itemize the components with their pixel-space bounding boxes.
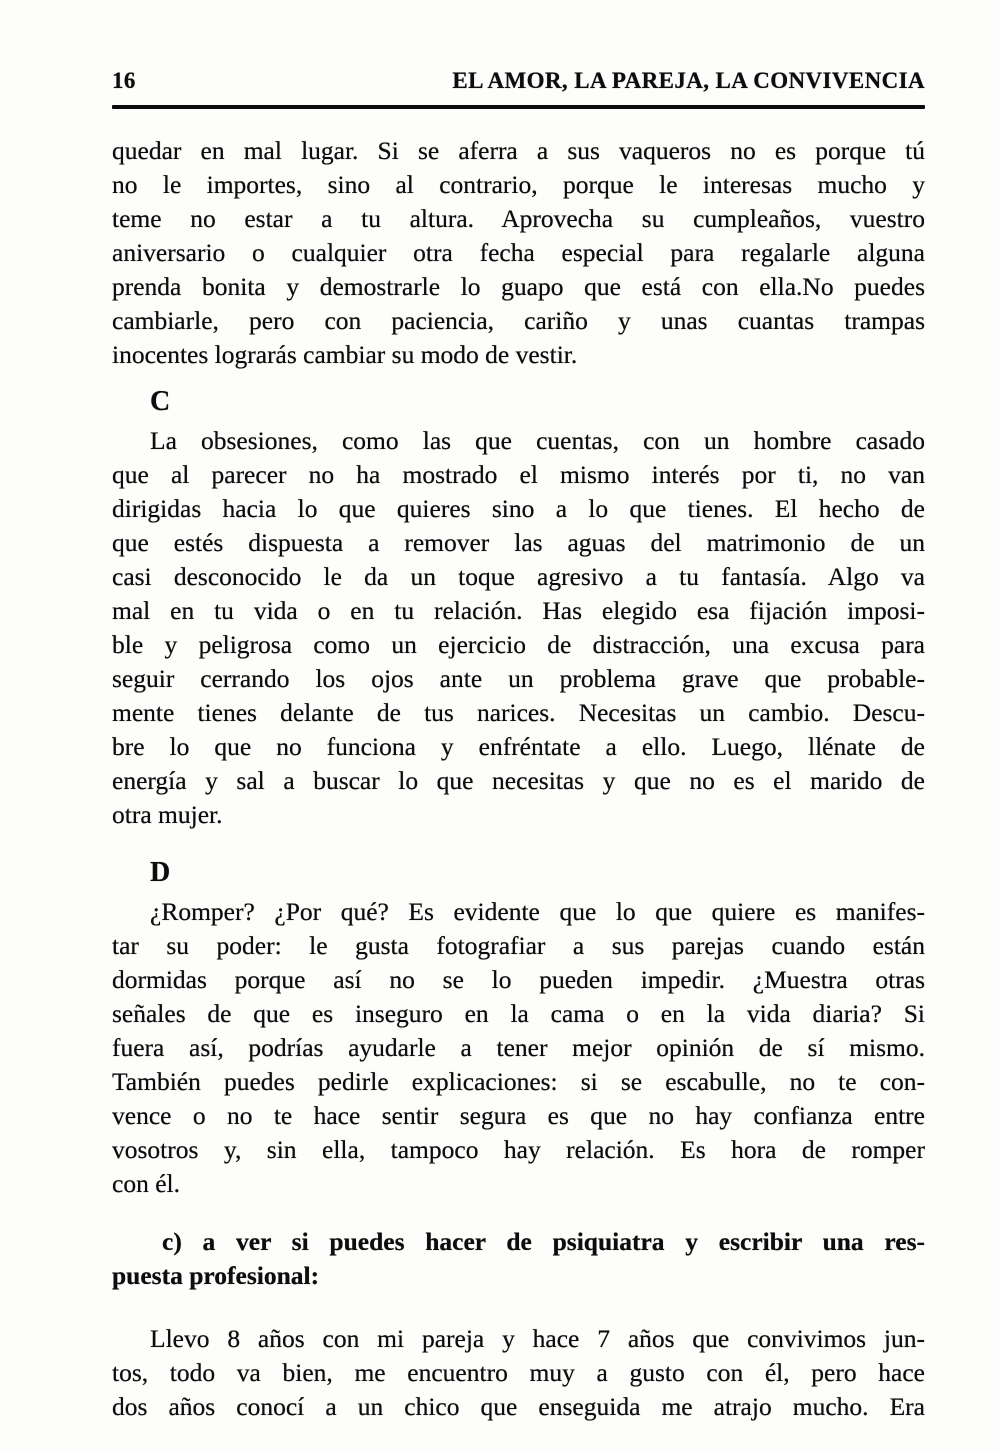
- paragraph: [112, 1322, 925, 1424]
- text-line: no le importes, sino al contrario, porque le interesas mucho y: [112, 170, 925, 199]
- text-line: con él.: [112, 1169, 180, 1198]
- text-line: mal en tu vida o en tu relación. Has elegido esa fijación imposi-: [112, 596, 925, 625]
- paragraph-container: [112, 134, 925, 1424]
- text-line: señales de que es inseguro en la cama o en la vida diaria? Si: [112, 999, 925, 1028]
- text-line: seguir cerrando los ojos ante un problema grave que probable-: [112, 664, 925, 693]
- text-line: aniversario o cualquier otra fecha especial para regalarle alguna: [112, 238, 925, 267]
- text-line: D: [150, 857, 171, 888]
- text-line: Llevo 8 años con mi pareja y hace 7 años que convivimos jun-: [150, 1324, 925, 1353]
- running-title: EL AMOR, LA PAREJA, LA CONVIVENCIA: [452, 68, 925, 93]
- text-line: inocentes lograrás cambiar su modo de vestir.: [112, 340, 578, 369]
- text-line: puesta profesional:: [112, 1261, 320, 1290]
- section-heading: [112, 856, 925, 890]
- text-line: dirigidas hacia lo que quieres sino a lo que tienes. El hecho de: [112, 494, 925, 523]
- text-line: C: [150, 386, 171, 417]
- text-line: dos años conocí a un chico que enseguida me atrajo mucho. Era: [112, 1392, 925, 1421]
- question-heading: [112, 1225, 925, 1293]
- text-line: c) a ver si puedes hacer de psiquiatra y escribir una res-: [162, 1227, 925, 1256]
- text-line: mente tienes delante de tus narices. Necesitas un cambio. Descu-: [112, 698, 925, 727]
- header-rule: [112, 105, 925, 109]
- section-heading: [112, 385, 925, 419]
- text-line: La obsesiones, como las que cuentas, con un hombre casado: [150, 426, 925, 455]
- text-line: vence o no te hace sentir segura es que no hay confianza entre: [112, 1101, 925, 1130]
- text-line: teme no estar a tu altura. Aprovecha su cumpleaños, vuestro: [112, 204, 925, 233]
- text-line: ¿Romper? ¿Por qué? Es evidente que lo que quiere es manifes-: [150, 897, 925, 926]
- text-line: dormidas porque así no se lo pueden impedir. ¿Muestra otras: [112, 965, 925, 994]
- text-line: vosotros y, sin ella, tampoco hay relación. Es hora de romper: [112, 1135, 925, 1164]
- text-line: prenda bonita y demostrarle lo guapo que está con ella.No puedes: [112, 272, 925, 301]
- paragraph: [112, 424, 925, 832]
- text-line: quedar en mal lugar. Si se aferra a sus vaqueros no es porque tú: [112, 136, 925, 165]
- paragraph: [112, 134, 925, 372]
- text-line: casi desconocido le da un toque agresivo a tu fantasía. Algo va: [112, 562, 925, 591]
- page-body: [112, 134, 925, 1424]
- text-line: energía y sal a buscar lo que necesitas y que no es el marido de: [112, 766, 925, 795]
- text-line: tar su poder: le gusta fotografiar a sus parejas cuando están: [112, 931, 925, 960]
- text-line: que al parecer no ha mostrado el mismo interés por ti, no van: [112, 460, 925, 489]
- text-line: fuera así, podrías ayudarle a tener mejor opinión de sí mismo.: [112, 1033, 925, 1062]
- text-line: ble y peligrosa como un ejercicio de distracción, una excusa para: [112, 630, 925, 659]
- text-line: bre lo que no funciona y enfréntate a ello. Luego, llénate de: [112, 732, 925, 761]
- text-line: tos, todo va bien, me encuentro muy a gusto con él, pero hace: [112, 1358, 925, 1387]
- page-number: 16: [112, 68, 136, 93]
- text-line: También puedes pedirle explicaciones: si se escabulle, no te con-: [112, 1067, 925, 1096]
- text-line: otra mujer.: [112, 800, 223, 829]
- paragraph: [112, 895, 925, 1201]
- text-line: cambiarle, pero con paciencia, cariño y unas cuantas trampas: [112, 306, 925, 335]
- page-header: [112, 66, 925, 96]
- text-line: que estés dispuesta a remover las aguas del matrimonio de un: [112, 528, 925, 557]
